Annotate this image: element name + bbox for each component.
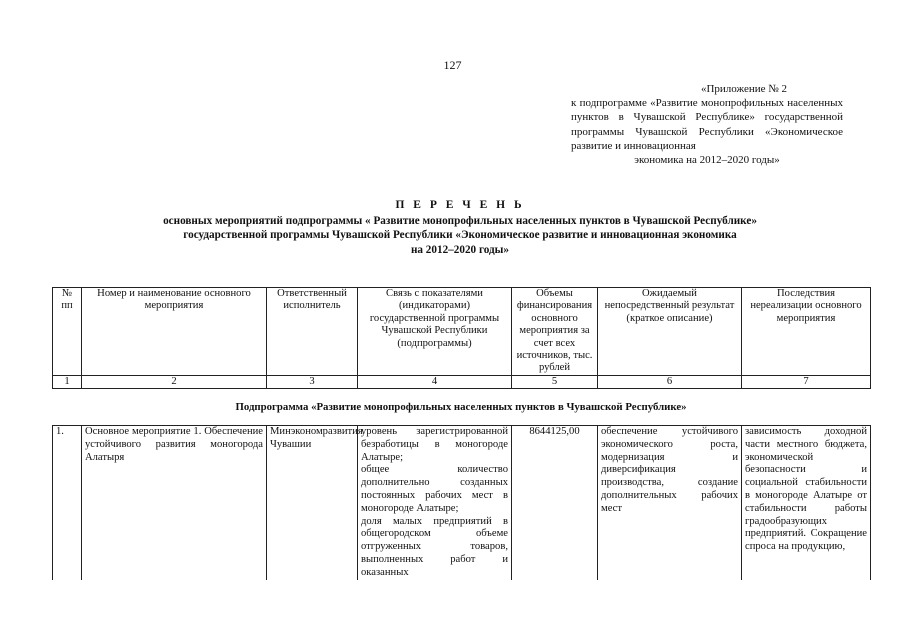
measure-executor: Минэкономразвития Чувашии: [267, 426, 358, 580]
measure-consequences: зависимость доходной части местного бюджета, экономической безопасности и социальной стабильности в моногороде Алатыре от стабильности работы градообразующих предприятий. Сокращение спроса на продукцию,: [742, 426, 871, 580]
appendix-body: к подпрограмме «Развитие монопрофильных населенных пунктов в Чувашской Республике» государственной программы Чувашской Республики «Экономическое развитие и инновационная: [571, 97, 843, 152]
column-number: 7: [742, 375, 871, 388]
header-cell-name: Номер и наименование основного мероприятия: [82, 288, 267, 376]
indicator-item: доля малых предприятий в общегородском объеме отгруженных товаров, выполненных работ и оказанных: [361, 515, 508, 578]
header-cell-executor: Ответственный исполнитель: [267, 288, 358, 376]
header-cell-result: Ожидаемый непосредственный результат (краткое описание): [598, 288, 742, 376]
table-row: [53, 426, 871, 580]
column-number: 6: [598, 375, 742, 388]
document-heading: [80, 198, 840, 257]
appendix-note: [571, 82, 843, 167]
column-number: 3: [267, 375, 358, 388]
measure-indicators: [358, 426, 512, 580]
measure-result: обеспечение устойчивого экономического роста, модернизация и диверсификация производства, создание дополнительных рабочих мест: [598, 426, 742, 580]
row-number: 1.: [53, 426, 82, 580]
measure-name: Основное мероприятие 1. Обеспечение устойчивого развития моногорода Алатыря: [82, 426, 267, 580]
heading-title: П Е Р Е Ч Е Н Ь: [395, 199, 525, 211]
header-cell-indicators: Связь с показателями (индикаторами) государственной программы Чувашской Республики (подпрограммы): [358, 288, 512, 376]
appendix-last-line: экономика на 2012–2020 годы»: [634, 154, 780, 167]
heading-line-2: государственной программы Чувашской Республики «Экономическое развитие и инновационная экономика: [183, 229, 737, 242]
header-cell-volume: Объемы финансирования основного мероприятия за счет всех источников, тыс. рублей: [512, 288, 598, 376]
column-number: 5: [512, 375, 598, 388]
appendix-title: «Приложение № 2: [700, 83, 787, 95]
column-number: 2: [82, 375, 267, 388]
indicator-item: общее количество дополнительно созданных постоянных рабочих мест в моногороде Алатыре;: [361, 464, 508, 514]
indicator-item: уровень зарегистрированной безработицы в моногороде Алатыре;: [361, 426, 508, 463]
header-cell-number: № пп: [53, 288, 82, 376]
column-number: 4: [358, 375, 512, 388]
column-number-row: [53, 375, 871, 388]
page-number: 127: [443, 58, 462, 72]
column-number: 1: [53, 375, 82, 388]
subprogram-title: Подпрограмма «Развитие монопрофильных населенных пунктов в Чувашской Республике»: [235, 401, 687, 413]
heading-line-1: основных мероприятий подпрограммы « Развитие монопрофильных населенных пунктов в Чувашской Республике»: [163, 214, 757, 227]
header-cell-consequences: Последствия нереализации основного мероприятия: [742, 288, 871, 376]
table-header: [52, 287, 871, 389]
measures-table: [52, 425, 871, 580]
measure-volume: 8644125,00: [512, 426, 598, 580]
heading-line-3: на 2012–2020 годы»: [410, 243, 510, 256]
header-row: [53, 288, 871, 376]
